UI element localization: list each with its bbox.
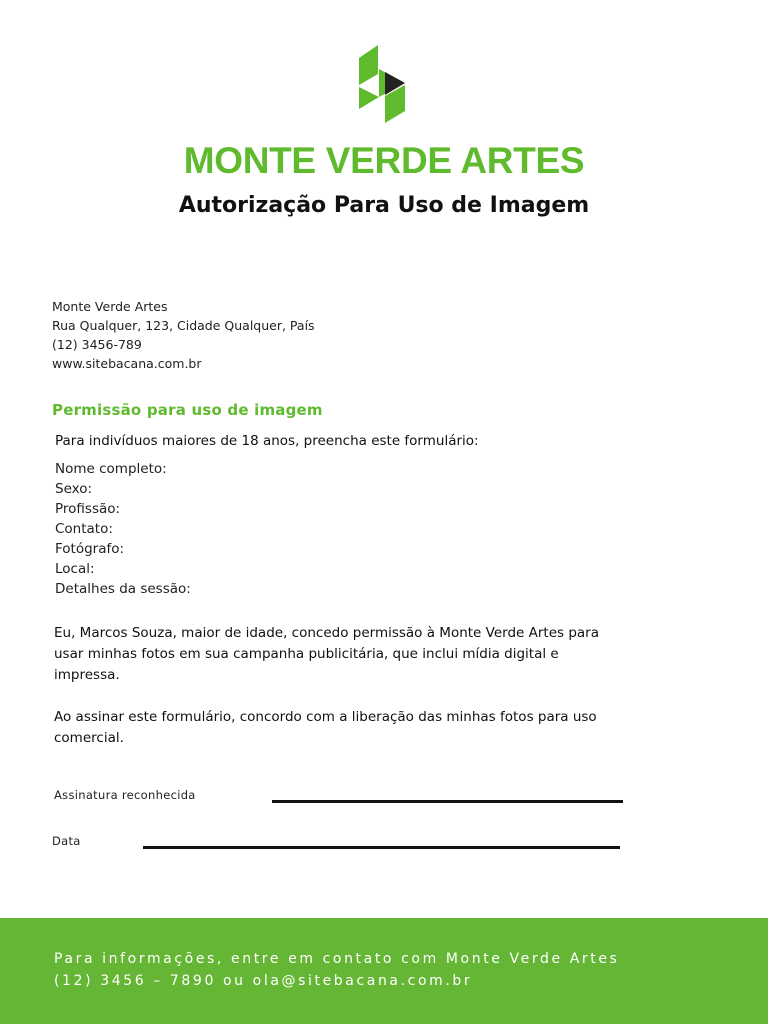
logo-shape-left-lower [359,87,379,109]
address-street: Rua Qualquer, 123, Cidade Qualquer, País [52,318,315,333]
field-label-profession: Profissão: [55,501,121,517]
signature-line[interactable] [272,800,623,803]
date-line[interactable] [143,846,620,849]
field-label-photographer: Fotógrafo: [55,541,125,557]
agreement-paragraph: Ao assinar este formulário, concordo com a liberação das minhas fotos para uso comercial. [54,709,597,746]
footer-bar [0,918,768,1024]
address-company-name: Monte Verde Artes [52,299,168,314]
address-website: www.sitebacana.com.br [52,356,202,371]
form-field-list [55,459,191,599]
section-heading-permission: Permissão para uso de imagem [52,401,323,419]
signature-label: Assinatura reconhecida [54,788,196,802]
organization-title: MONTE VERDE ARTES [183,140,585,181]
consent-paragraph: Eu, Marcos Souza, maior de idade, concedo permissão à Monte Verde Artes para usar minhas fotos em sua campanha publicitária, que inclui mídia digital e impressa. [54,625,599,683]
form-instruction: Para indivíduos maiores de 18 anos, preencha este formulário: [55,433,479,449]
monte-verde-logo-icon [357,44,407,124]
field-label-sex: Sexo: [55,481,93,497]
footer-phone-email: (12) 3456 – 7890 ou ola@sitebacana.com.br [54,973,473,989]
field-label-session-details: Detalhes da sessão: [55,581,191,597]
field-label-full-name: Nome completo: [55,461,167,477]
date-label: Data [52,834,81,848]
field-label-location: Local: [55,561,95,577]
address-block [52,297,315,373]
field-label-contact: Contato: [55,521,113,537]
logo-shape-top-left [359,45,378,85]
footer-contact-text: Para informações, entre em contato com Monte Verde Artes [54,951,620,967]
address-phone: (12) 3456-789 [52,337,142,352]
document-title: Autorização Para Uso de Imagem [178,193,590,218]
